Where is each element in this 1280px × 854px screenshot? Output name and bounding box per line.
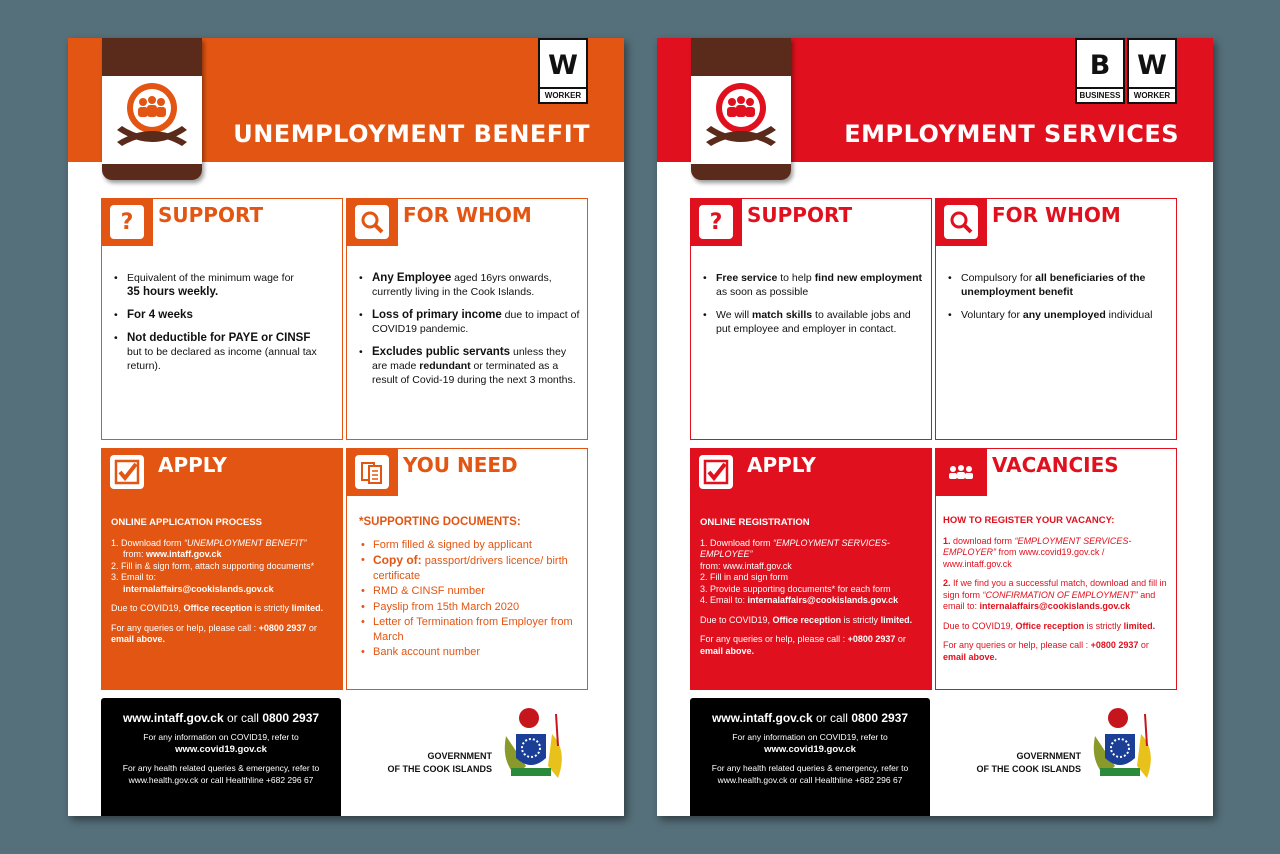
list-item: • For 4 weeks (114, 308, 336, 322)
card-title: VACANCIES (992, 453, 1119, 477)
email-link[interactable]: internalaffairs@cookislands.gov.ck (747, 595, 899, 605)
list-item: • Excludes public servants unless they are made redundant or terminated as a result of Covid-19 during the next 3 months. (359, 345, 581, 387)
contact-footer: www.intaff.gov.ck or call 0800 2937 For any information on COVID19, refer to www.covid19.gov.ck For any health related queries & emergency, refer to www.health.gov.ck or call Healthline +682 296 67 (690, 698, 930, 816)
documents-list: *SUPPORTING DOCUMENTS: • Form filled & signed by applicant • Copy of: passport/drivers licence/ birth certificate • RMD & CINSF number • Payslip from 15th March 2020 • Letter of Termination from Employer from March • Bank account number (359, 515, 585, 661)
card-title: SUPPORT (158, 203, 264, 227)
list-item: • Any Employee aged 16yrs onwards, currently living in the Cook Islands. (359, 271, 581, 299)
for-whom-card (935, 198, 1177, 440)
coat-of-arms-icon (1085, 706, 1165, 786)
workers-logo-icon (112, 80, 192, 160)
poster-title: UNEMPLOYMENT BENEFIT (233, 120, 590, 148)
list-item: • Letter of Termination from Employer from March (359, 615, 585, 644)
checkbox-icon (699, 455, 733, 489)
unemployment-benefit-poster (68, 38, 624, 816)
list-item: • Loss of primary income due to impact of COVID19 pandemic. (359, 308, 581, 336)
card-title: APPLY (158, 453, 227, 477)
website-link[interactable]: www.intaff.gov.ck (711, 711, 813, 725)
support-card (690, 198, 932, 440)
logo-tab (691, 38, 791, 180)
email-link[interactable]: internalaffairs@cookislands.gov.ck (979, 601, 1131, 611)
card-title: APPLY (747, 453, 816, 477)
list-item: • RMD & CINSF number (359, 584, 585, 599)
badge-group (1073, 38, 1177, 104)
question-icon: ? (110, 205, 144, 239)
support-list (114, 271, 336, 382)
government-label: GOVERNMENT OF THE COOK ISLANDS (976, 751, 1081, 774)
list-item: • Payslip from 15th March 2020 (359, 600, 585, 615)
badge-group (536, 38, 588, 104)
card-title: YOU NEED (403, 453, 518, 477)
card-title: SUPPORT (747, 203, 853, 227)
people-icon (944, 455, 978, 489)
poster-title: EMPLOYMENT SERVICES (844, 120, 1179, 148)
question-icon: ? (699, 205, 733, 239)
government-label: GOVERNMENT OF THE COOK ISLANDS (387, 751, 492, 774)
worker-badge: W WORKER (1127, 38, 1177, 104)
list-item: • Form filled & signed by applicant (359, 538, 585, 553)
employment-services-poster (657, 38, 1213, 816)
covid-link[interactable]: www.covid19.gov.ck (175, 744, 267, 755)
apply-instructions: ONLINE APPLICATION PROCESS 1. Download form “UNEMPLOYMENT BENEFIT” from: www.intaff.gov.ck 2. Fill in & sign form, attach supporting documents* 3. Email to: internalaffairs@cookislands.gov.ck Due to COVID19, Office reception is strictly limited. For any queries or help, please call : +0800 2937 or email above. (111, 517, 324, 644)
support-card (101, 198, 343, 440)
list-item: • Bank account number (359, 645, 585, 660)
documents-icon (355, 455, 389, 489)
list-item: • Equivalent of the minimum wage for 35 hours weekly. (114, 271, 336, 299)
list-item: • Not deductible for PAYE or CINSF but to be declared as income (annual tax return). (114, 331, 336, 373)
magnifier-icon (355, 205, 389, 239)
list-item: • We will match skills to available jobs and put employee and employer in contact. (703, 308, 925, 336)
list-item: • Compulsory for all beneficiaries of the unemployment benefit (948, 271, 1170, 299)
business-badge: B BUSINESS (1075, 38, 1125, 104)
support-list (703, 271, 925, 345)
vacancy-instructions: HOW TO REGISTER YOUR VACANCY: 1. download form “EMPLOYMENT SERVICES-EMPLOYER” from www.covid19.gov.ck / www.intaff.gov.ck 2. If we find you a successful match, download and fill in sign form “CONFIRMATION OF EMPLOYMENT” and email to: internalaffairs@cookislands.gov.ck Due to COVID19, Office reception is strictly limited. For any queries or help, please call : +0800 2937 or email above. (943, 515, 1167, 662)
magnifier-icon (944, 205, 978, 239)
list-item: • Free service to help find new employment as soon as possible (703, 271, 925, 299)
list-item: • Copy of: passport/drivers licence/ birth certificate (359, 553, 585, 583)
you-need-card (346, 448, 588, 690)
apply-card (690, 448, 932, 690)
apply-instructions: ONLINE REGISTRATION 1. Download form “EMPLOYMENT SERVICES-EMPLOYEE” from: www.intaff.gov.ck 2. Fill in and sign form 3. Provide supporting documents* for each form 4. Email to: internalaffairs@cookislands.gov.ck Due to COVID19, Office reception is strictly limited. For any queries or help, please call : +0800 2937 or email above. (700, 517, 913, 656)
for-whom-list (359, 271, 581, 396)
covid-link[interactable]: www.covid19.gov.ck (764, 744, 856, 755)
worker-badge: W WORKER (538, 38, 588, 104)
contact-footer: www.intaff.gov.ck or call 0800 2937 For any information on COVID19, refer to www.covid19.gov.ck For any health related queries & emergency, refer to www.health.gov.ck or call Healthline +682 296 67 (101, 698, 341, 816)
for-whom-card (346, 198, 588, 440)
apply-card (101, 448, 343, 690)
coat-of-arms-icon (496, 706, 576, 786)
website-link[interactable]: www.intaff.gov.ck (122, 711, 224, 725)
vacancies-card (935, 448, 1177, 690)
logo-tab (102, 38, 202, 180)
checkbox-icon (110, 455, 144, 489)
email-link[interactable]: internalaffairs@cookislands.gov.ck (123, 583, 274, 594)
list-item: • Voluntary for any unemployed individual (948, 308, 1170, 322)
card-title: FOR WHOM (403, 203, 532, 227)
for-whom-list (948, 271, 1170, 331)
workers-logo-icon (701, 80, 781, 160)
card-title: FOR WHOM (992, 203, 1121, 227)
